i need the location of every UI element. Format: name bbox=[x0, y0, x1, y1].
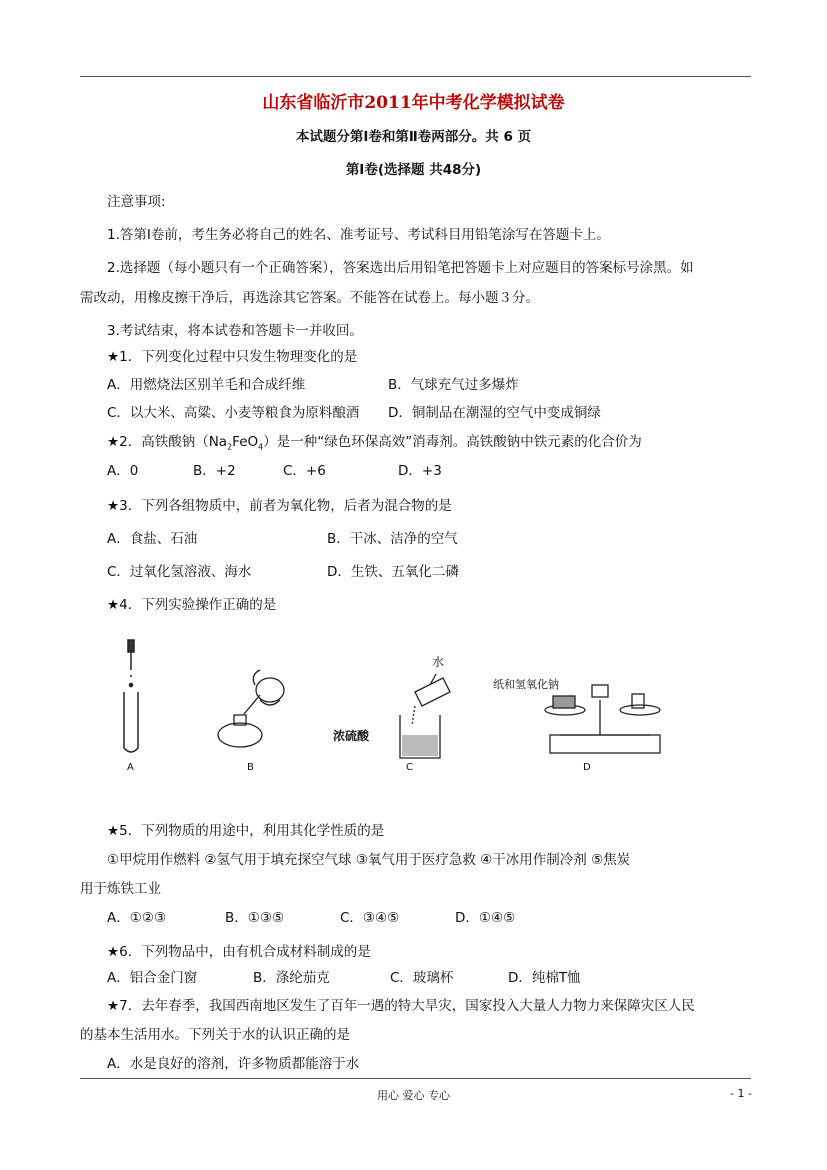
label-concentrated-acid: 浓硫酸 bbox=[333, 729, 370, 743]
q5-option-c: C．③④⑤ bbox=[340, 910, 400, 926]
q5-option-d: D．①④⑤ bbox=[455, 910, 516, 926]
q3-option-d: D．生铁、五氧化二磷 bbox=[327, 564, 459, 580]
q4-figure bbox=[110, 630, 690, 780]
q3-stem: ★3．下列各组物质中，前者为氧化物，后者为混合物的是 bbox=[107, 498, 452, 514]
figure-c-pouring bbox=[400, 674, 450, 758]
q5-items-cont: 用于炼铁工业 bbox=[80, 881, 161, 897]
q5-option-b: B．①③⑤ bbox=[225, 910, 285, 926]
q3-option-b: B．干冰、洁净的空气 bbox=[327, 531, 458, 547]
label-water: 水 bbox=[432, 655, 445, 669]
exam-subtitle: 本试题分第Ⅰ卷和第Ⅱ卷两部分。共 6 页 bbox=[295, 129, 532, 145]
page-footer: 用心 爱心 专心 bbox=[377, 1089, 450, 1102]
q2-option-a: A．0 bbox=[107, 463, 139, 479]
top-rule bbox=[80, 76, 751, 77]
figure-b-spirit-lamp bbox=[218, 670, 284, 747]
q5-option-a: A．①②③ bbox=[107, 910, 167, 926]
q1-option-b: B．气球充气过多爆炸 bbox=[388, 377, 519, 393]
q7-stem-cont: 的基本生活用水。下列关于水的认识正确的是 bbox=[80, 1027, 350, 1043]
q5-items: ①甲烷用作燃料 ②氢气用于填充探空气球 ③氧气用于医疗急救 ④干冰用作制冷剂 ⑤焦炭 bbox=[107, 852, 631, 868]
q6-stem: ★6．下列物品中，由有机合成材料制成的是 bbox=[107, 944, 371, 960]
figure-d-balance bbox=[545, 685, 660, 753]
q7-stem: ★7．去年春季，我国西南地区发生了百年一遇的特大旱灾，国家投入大量人力物力来保障灾区人民 bbox=[107, 998, 695, 1014]
q1-option-a: A．用燃烧法区别羊毛和合成纤维 bbox=[107, 377, 306, 393]
q7-option-a: A．水是良好的溶剂，许多物质都能溶于水 bbox=[107, 1056, 360, 1072]
q1-option-c: C．以大米、高粱、小麦等粮食为原料酿酒 bbox=[107, 405, 360, 421]
bottom-rule bbox=[80, 1078, 751, 1079]
figure-a-dropper-test-tube bbox=[124, 640, 138, 752]
q6-option-c: C．玻璃杯 bbox=[390, 970, 454, 986]
q1-option-d: D．铜制品在潮湿的空气中变成铜绿 bbox=[388, 405, 601, 421]
q2-stem: ★2．高铁酸钠$(Na_2FeO_4)$是一种“绿色环保高效”消毒剂。高铁酸钠中铁元素的化合价为 bbox=[107, 434, 642, 452]
note-2: 2.选择题（每小题只有一个正确答案），答案选出后用铅笔把答题卡上对应题目的答案标号涂黑。如 bbox=[107, 260, 694, 276]
q2-option-c: C．+6 bbox=[283, 463, 326, 479]
notes-heading: 注意事项: bbox=[107, 194, 166, 210]
figure-label-d: D bbox=[583, 762, 591, 773]
q3-option-c: C．过氧化氢溶液、海水 bbox=[107, 564, 252, 580]
note-1: 1.答第Ⅰ卷前，考生务必将自己的姓名、准考证号、考试科目用铅笔涂写在答题卡上。 bbox=[107, 227, 610, 243]
page-number: - 1 - bbox=[730, 1087, 752, 1100]
exam-title: 山东省临沂市2011年中考化学模拟试卷 bbox=[262, 93, 565, 113]
figure-label-a: A bbox=[127, 762, 134, 773]
section-heading: 第Ⅰ卷(选择题 共48分) bbox=[345, 162, 482, 178]
note-3: 3.考试结束，将本试卷和答题卡一并收回。 bbox=[107, 323, 363, 339]
q6-option-b: B．涤纶茄克 bbox=[253, 970, 330, 986]
q1-stem: ★1．下列变化过程中只发生物理变化的是 bbox=[107, 349, 358, 365]
q4-stem: ★4．下列实验操作正确的是 bbox=[107, 597, 277, 613]
note-2-cont: 需改动，用橡皮擦干净后，再选涂其它答案。不能答在试卷上。每小题３分。 bbox=[80, 290, 539, 306]
q2-option-b: B．+2 bbox=[193, 463, 236, 479]
q2-option-d: D．+3 bbox=[398, 463, 442, 479]
figure-label-c: C bbox=[406, 762, 413, 773]
label-paper-naoh: 纸和氢氧化钠 bbox=[493, 678, 559, 691]
q3-option-a: A．食盐、石油 bbox=[107, 531, 198, 547]
q6-option-a: A．铝合金门窗 bbox=[107, 970, 198, 986]
q5-stem: ★5．下列物质的用途中，利用其化学性质的是 bbox=[107, 823, 385, 839]
q6-option-d: D．纯棉T恤 bbox=[508, 970, 581, 986]
figure-label-b: B bbox=[247, 762, 254, 773]
